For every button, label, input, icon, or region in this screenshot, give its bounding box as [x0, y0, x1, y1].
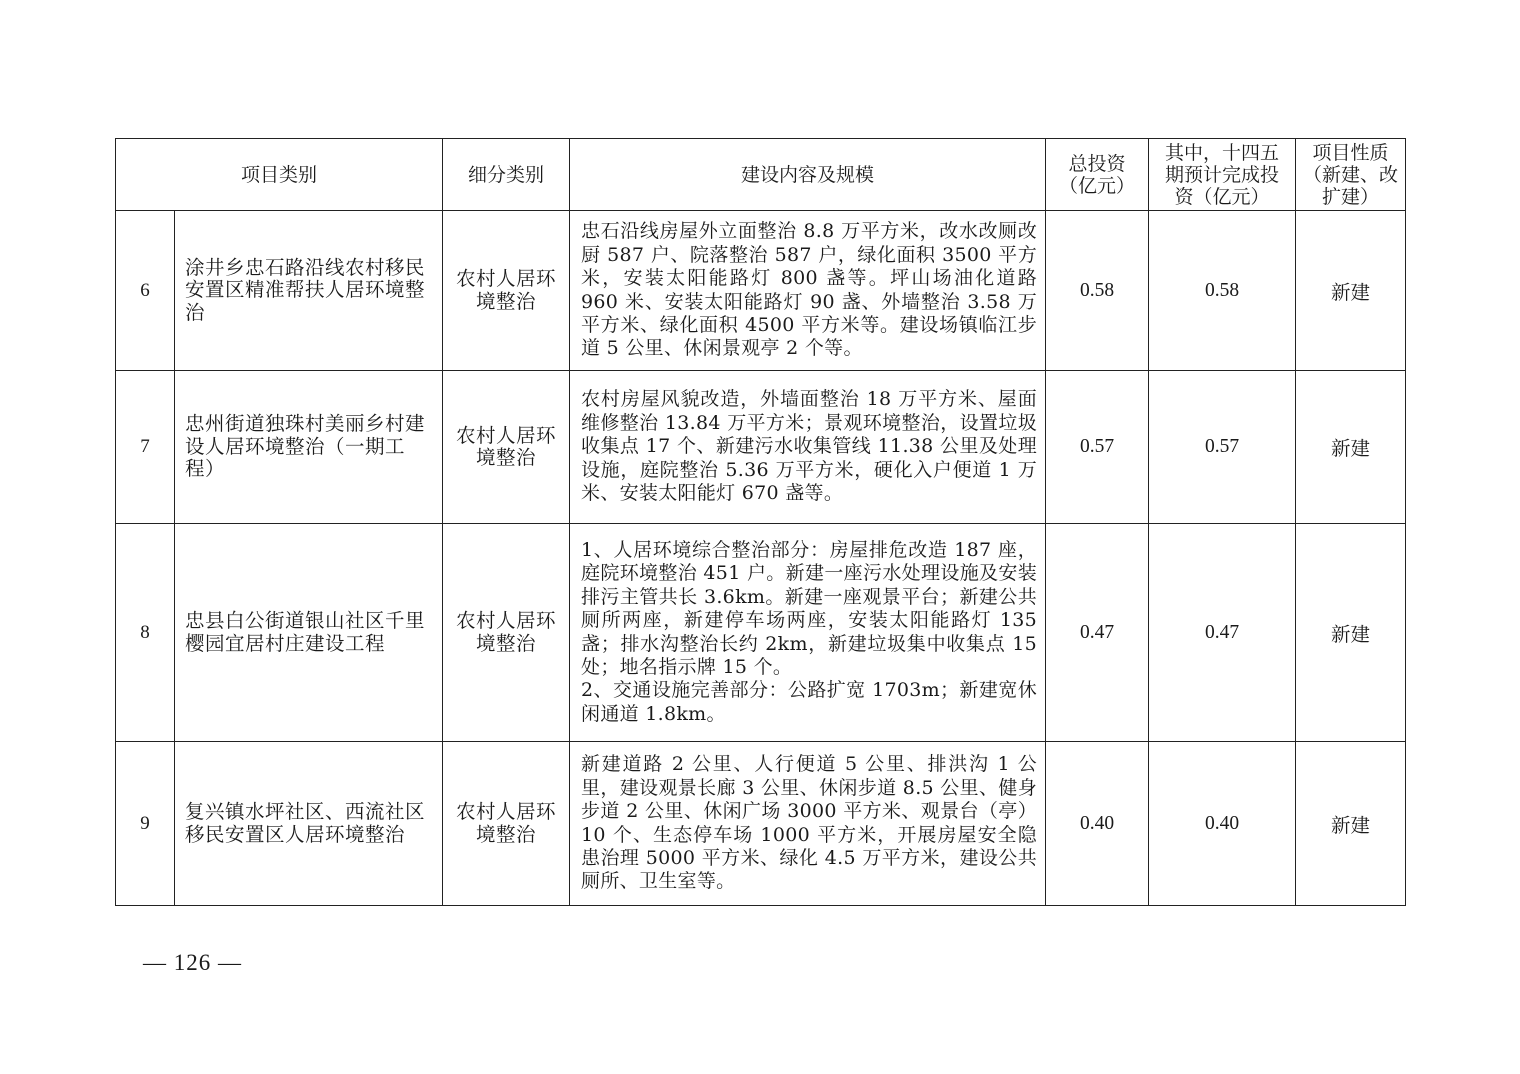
- header-subcategory: 细分类别: [443, 139, 570, 211]
- header-row: [116, 139, 1406, 211]
- table-row: [116, 371, 1406, 524]
- header-category: 项目类别: [116, 139, 443, 211]
- row-index: 9: [116, 742, 175, 906]
- project-table: [115, 138, 1406, 906]
- content-paragraph: 新建道路 2 公里、人行便道 5 公里、排洪沟 1 公里，建设观景长廊 3 公里、休闲步道 8.5 公里、健身步道 2 公里、休闲广场 3000 平方米、观景台（亭）10 个、生态停车场 1000 平方米，开展房屋安全隐患治理 5000 平方米、绿化 4.5 万平方米，建设公共厕所、卫生室等。: [581, 753, 1038, 893]
- project-nature: 新建: [1296, 742, 1406, 906]
- row-index: 6: [116, 211, 175, 371]
- subcategory: 农村人居环境整治: [443, 211, 570, 371]
- construction-content: [570, 371, 1046, 524]
- row-index: 8: [116, 524, 175, 742]
- header-plan-investment: 其中，十四五期预计完成投资（亿元）: [1149, 139, 1296, 211]
- project-nature: 新建: [1296, 371, 1406, 524]
- subcategory: 农村人居环境整治: [443, 524, 570, 742]
- content-paragraph: 1、人居环境综合整治部分：房屋排危改造 187 座，庭院环境整治 451 户。新建一座污水处理设施及安装排污主管共长 3.6km。新建一座观景平台；新建公共厕所两座，新建停车场两座，安装太阳能路灯 135 盏；排水沟整治长约 2km，新建垃圾集中收集点 15 处；地名指示牌 15 个。: [581, 538, 1038, 678]
- total-investment: 0.57: [1046, 371, 1149, 524]
- total-investment: 0.47: [1046, 524, 1149, 742]
- project-name: 复兴镇水坪社区、西流社区移民安置区人居环境整治: [175, 742, 443, 906]
- subcategory: 农村人居环境整治: [443, 742, 570, 906]
- subcategory: 农村人居环境整治: [443, 371, 570, 524]
- table-row: [116, 211, 1406, 371]
- project-name: 涂井乡忠石路沿线农村移民安置区精准帮扶人居环境整治: [175, 211, 443, 371]
- plan-investment: 0.57: [1149, 371, 1296, 524]
- project-name: 忠州街道独珠村美丽乡村建设人居环境整治（一期工程）: [175, 371, 443, 524]
- table-body: [116, 211, 1406, 906]
- content-paragraph: 忠石沿线房屋外立面整治 8.8 万平方米，改水改厕改厨 587 户、院落整治 587 户，绿化面积 3500 平方米，安装太阳能路灯 800 盏等。坪山场油化道路 960 米、安装太阳能路灯 90 盏、外墙整治 3.58 万平方米、绿化面积 4500 平方米等。建设场镇临江步道 5 公里、休闲景观亭 2 个等。: [581, 220, 1038, 360]
- header-nature: 项目性质（新建、改扩建）: [1296, 139, 1406, 211]
- content-paragraph: 2、交通设施完善部分：公路扩宽 1703m；新建宽休闲通道 1.8km。: [581, 679, 1038, 725]
- total-investment: 0.58: [1046, 211, 1149, 371]
- header-total-investment: 总投资（亿元）: [1046, 139, 1149, 211]
- construction-content: [570, 742, 1046, 906]
- construction-content: [570, 211, 1046, 371]
- total-investment: 0.40: [1046, 742, 1149, 906]
- plan-investment: 0.58: [1149, 211, 1296, 371]
- header-content: 建设内容及规模: [570, 139, 1046, 211]
- row-index: 7: [116, 371, 175, 524]
- content-paragraph: 农村房屋风貌改造，外墙面整治 18 万平方米、屋面维修整治 13.84 万平方米；景观环境整治，设置垃圾收集点 17 个、新建污水收集管线 11.38 公里及处理设施，庭院整治 5.36 万平方米，硬化入户便道 1 万米、安装太阳能灯 670 盏等。: [581, 388, 1038, 505]
- construction-content: [570, 524, 1046, 742]
- table-row: [116, 742, 1406, 906]
- page-number: — 126 —: [143, 950, 242, 975]
- plan-investment: 0.47: [1149, 524, 1296, 742]
- project-name: 忠县白公街道银山社区千里樱园宜居村庄建设工程: [175, 524, 443, 742]
- project-nature: 新建: [1296, 211, 1406, 371]
- table-row: [116, 524, 1406, 742]
- project-nature: 新建: [1296, 524, 1406, 742]
- plan-investment: 0.40: [1149, 742, 1296, 906]
